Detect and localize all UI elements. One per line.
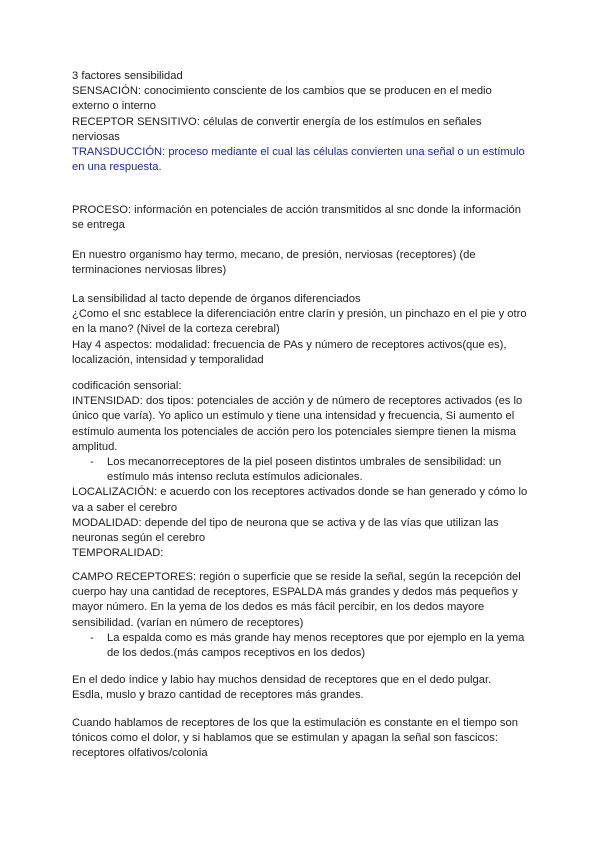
index-finger-line: En el dedo índice y labio hay muchos densidad de receptores que en el dedo pulgar. [72,674,492,686]
four-aspects-line: Hay 4 aspectos: modalidad: frecuencia de PAs y número de receptores activos(que es), localización, intensidad y temporalidad [72,338,507,366]
tact-sensitivity-line: La sensibilidad al tacto depende de órganos diferenciados [72,293,361,305]
proceso-definition: PROCESO: información en potenciales de acción transmitidos al snc donde la información se entrega [72,204,521,232]
localizacion-paragraph: LOCALIZACIÓN: e acuerdo con los receptores activados donde se han generado y cómo lo va a saber el cerebro [72,486,528,514]
back-vs-fingers-bullet [72,631,532,661]
sensibility-factors-block [72,69,532,175]
intensidad-paragraph: INTENSIDAD: dos tipos: potenciales de acción y de número de receptores activados (es lo único que varía). Yo aplico un estímulo y tiene una intensidad y frecuencia, Si aumento el estímulo aumenta los potenciales de acción pero los potenciales siempre tienen la misma amplitud. [72,395,523,453]
tonic-phasic-paragraph: Cuando hablamos de receptores de los que la estimulación es constante en el tiempo son tónicos como el dolor, y si hablamos que se estimulan y apagan la señal son fascicos: receptores olfativos/colonia [72,717,518,760]
campo-receptores-paragraph: CAMPO RECEPTORES: región o superficie que se reside la señal, según la recepción del cuerpo hay una cantidad de receptores, ESPALDA más grandes y dedos más pequeños y mayor número. En la yema de los dedos es más fácil percibir, en los dedos mayore sensibilidad. (varían en número de receptores) [72,571,521,629]
sensory-coding-heading: codificación sensorial: [72,380,182,392]
section-title: 3 factores sensibilidad [72,70,183,82]
bullet-dash: - [90,456,94,469]
snc-question: ¿Como el snc establece la diferenciación entre clarín y presión, un pinchazo en el pie y otro en la mano? (Nivel de la corteza cerebral) [72,308,527,336]
receptive-field-block [72,570,532,661]
back-thigh-arm-line: Esdla, muslo y brazo cantidad de receptores más grandes. [72,689,364,702]
tact-sensitivity-block [72,292,532,368]
bullet-dash: - [90,631,94,644]
sensacion-definition: SENSACIÓN: conocimiento consciente de los cambios que se producen en el medio externo o interno [72,85,492,113]
tonic-phasic-block [72,716,532,762]
receptor-density-block [72,673,532,703]
receptor-types-paragraph: En nuestro organismo hay termo, mecano, de presión, nerviosas (receptores) (de terminaciones nerviosas libres) [72,249,476,277]
back-vs-fingers-bullet-text: La espalda como es más grande hay menos receptores que por ejemplo en la yema de los dedos.(más campos receptivos en los dedos) [107,631,525,660]
sensory-coding-block [72,379,532,561]
transduccion-definition: TRANSDUCCIÓN: proceso mediante el cual las células convierten una señal o un estímulo en una respuesta. [72,146,525,174]
mechanoreceptor-bullet [72,455,532,485]
mechanoreceptor-bullet-text: Los mecanorreceptores de la piel poseen distintos umbrales de sensibilidad: un estímulo más intenso recluta estímulos adicionales. [107,456,502,484]
receptor-sensitivo-definition: RECEPTOR SENSITIVO: células de convertir energía de los estímulos en señales nerviosas [72,115,482,143]
receptor-types-block [72,248,532,278]
proceso-block [72,203,532,233]
modalidad-paragraph: MODALIDAD: depende del tipo de neurona que se activa y de las vías que utilizan las neuronas según el cerebro [72,516,499,545]
temporalidad-heading: TEMPORALIDAD: [72,547,164,560]
